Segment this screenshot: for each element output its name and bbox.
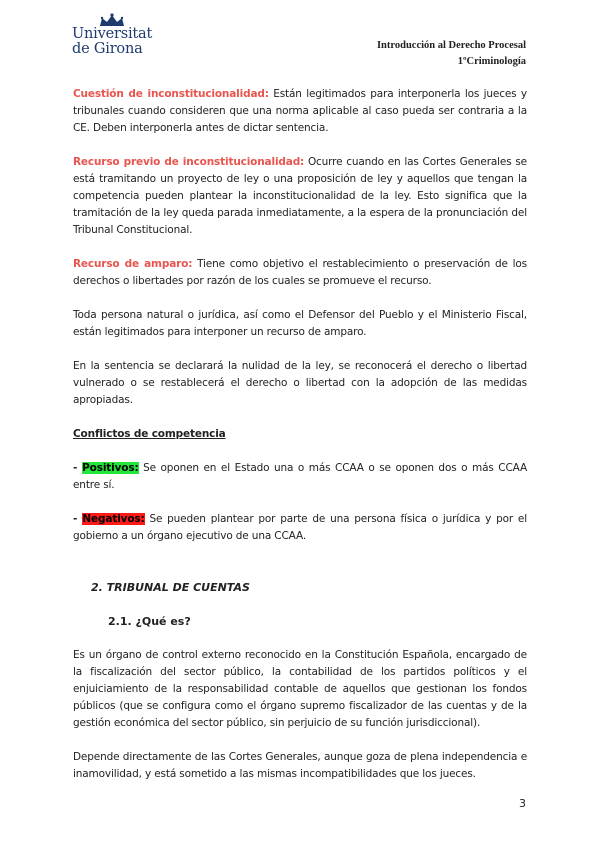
subheading-text: Conflictos de competencia [73,428,226,440]
subsection-heading: 2.1. ¿Qué es? [108,615,191,628]
dash: - [73,462,83,474]
negative-text: Se pueden plantear por parte de una persona física o jurídica y por el gobierno a un órgano ejecutivo de una CCAA. [73,513,527,542]
paragraph-text: Tiene como objetivo el restablecimiento o preservación de los derechos o libertades por razón de los cuales se promueve el recurso. [73,258,527,287]
dash: - [73,513,83,525]
page-header [377,38,526,70]
conflict-negative [73,511,527,545]
paragraph-tribunal-dependence: Depende directamente de las Cortes Generales, aunque goza de plena independencia e inamovilidad, y está sometido a las mismas incompatibilidades que los jueces. [73,751,527,780]
positive-text: Se oponen en el Estado una o más CCAA o se oponen dos o más CCAA entre sí. [73,462,527,491]
paragraph-text: Ocurre cuando en las Cortes Generales se está tramitando un proyecto de ley o una proposición de ley y aquellos que tengan la competencia pueden plantear la inconstitucionalidad de la ley. Esto significa que la tramitación de la ley queda parada inmediatamente, a la espera de la pronunciación del Tribunal Constitucional. [73,156,527,236]
positive-label: Positivos: [82,462,139,474]
paragraph-cuestion [73,86,527,137]
logo-line-2: de Girona [72,41,143,57]
term-label: Recurso previo de inconstitucionalidad: [73,156,305,168]
conflict-positive [73,460,527,494]
section-heading: 2. TRIBUNAL DE CUENTAS [91,581,250,594]
paragraph-legitimados: Toda persona natural o jurídica, así como el Defensor del Pueblo y el Ministerio Fiscal, están legitimados para interponer un recurso de amparo. [73,309,527,338]
page-number: 3 [519,797,526,810]
negative-label: Negativos: [82,513,145,525]
paragraph-recurso-previo [73,154,527,239]
term-label: Recurso de amparo: [73,258,193,270]
paragraph-tribunal-definition: Es un órgano de control externo reconocido en la Constitución Española, encargado de la fiscalización del sector público, la contabilidad de los partidos políticos y el enjuiciamiento de la responsabilidad contable de aquellos que gestionan los fondos públicos (que se configura como el órgano supremo fiscalizador de las cuentas y de la gestión económica del sector público, sin perjuicio de su función jurisdiccional). [73,649,527,729]
logo-emblem-icon [72,13,152,27]
document-body [73,86,527,783]
conflicts-heading [73,426,527,443]
university-logo [72,13,152,57]
course-year: 1ºCriminología [457,56,526,67]
paragraph-recurso-amparo [73,256,527,290]
paragraph-text: Están legitimados para interponerla los jueces y tribunales cuando consideren que una norma aplicable al caso pueda ser contraria a la CE. Deben interponerla antes de dictar sentencia. [73,88,527,134]
logo-line-1: Universitat [72,26,153,42]
paragraph-sentencia: En la sentencia se declarará la nulidad de la ley, se reconocerá el derecho o libertad vulnerado o se restablecerá el derecho o libertad con la adopción de las medidas apropiadas. [73,360,527,406]
term-label: Cuestión de inconstitucionalidad: [73,88,269,100]
course-title: Introducción al Derecho Procesal [376,40,526,51]
